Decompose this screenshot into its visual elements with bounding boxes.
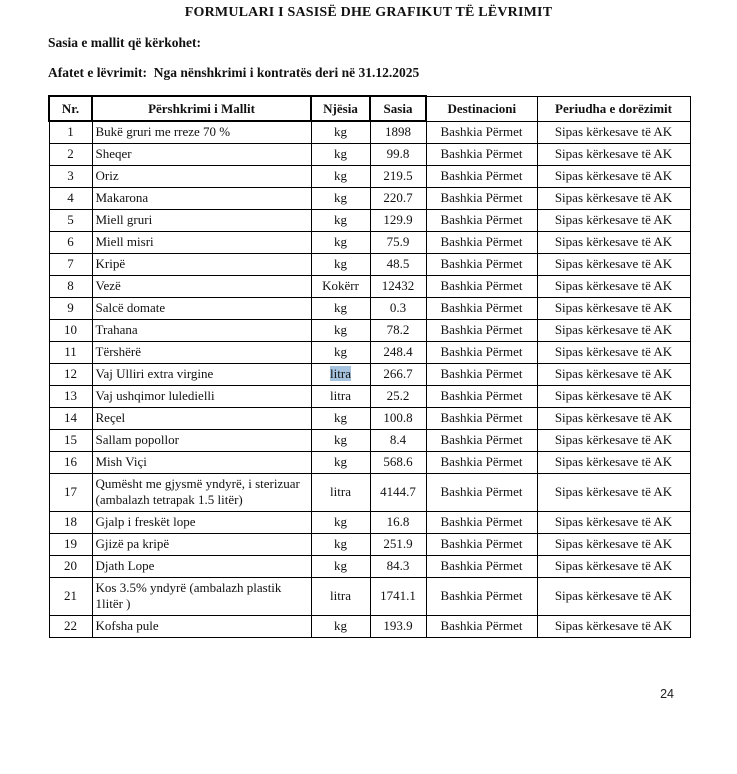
item-quantity-cell: 1741.1 [370, 577, 426, 615]
item-quantity-cell: 8.4 [370, 429, 426, 451]
item-description-cell: Oriz [92, 165, 311, 187]
table-row [49, 533, 690, 555]
table-row [49, 209, 690, 231]
item-destination-cell: Bashkia Përmet [426, 473, 537, 511]
item-unit-cell: kg [311, 209, 370, 231]
item-delivery-period-cell: Sipas kërkesave të AK [537, 577, 690, 615]
item-description-cell: Qumësht me gjysmë yndyrë, i sterizuar (ambalazh tetrapak 1.5 litër) [92, 473, 311, 511]
item-description-cell: Kripë [92, 253, 311, 275]
item-destination-cell: Bashkia Përmet [426, 275, 537, 297]
item-quantity-cell: 16.8 [370, 511, 426, 533]
row-number-cell: 20 [49, 555, 92, 577]
item-destination-cell: Bashkia Përmet [426, 121, 537, 143]
item-description-cell: Sallam popollor [92, 429, 311, 451]
item-delivery-period-cell: Sipas kërkesave të AK [537, 615, 690, 637]
item-delivery-period-cell: Sipas kërkesave të AK [537, 297, 690, 319]
item-quantity-cell: 100.8 [370, 407, 426, 429]
table-row [49, 165, 690, 187]
row-number-cell: 15 [49, 429, 92, 451]
table-row [49, 451, 690, 473]
item-quantity-cell: 48.5 [370, 253, 426, 275]
delivery-terms-line: Afatet e lëvrimit: Nga nënshkrimi i kontratës deri në 31.12.2025 [48, 65, 420, 80]
table-row [49, 341, 690, 363]
item-destination-cell: Bashkia Përmet [426, 533, 537, 555]
item-destination-cell: Bashkia Përmet [426, 451, 537, 473]
item-description-cell: Vaj Ulliri extra virgine [92, 363, 311, 385]
row-number-cell: 17 [49, 473, 92, 511]
row-number-cell: 12 [49, 363, 92, 385]
item-destination-cell: Bashkia Përmet [426, 231, 537, 253]
item-delivery-period-cell: Sipas kërkesave të AK [537, 511, 690, 533]
table-row [49, 407, 690, 429]
item-quantity-cell: 0.3 [370, 297, 426, 319]
item-unit-cell: kg [311, 451, 370, 473]
item-unit-cell: litra [311, 577, 370, 615]
item-delivery-period-cell: Sipas kërkesave të AK [537, 555, 690, 577]
item-delivery-period-cell: Sipas kërkesave të AK [537, 231, 690, 253]
item-unit-cell: kg [311, 533, 370, 555]
item-destination-cell: Bashkia Përmet [426, 429, 537, 451]
item-quantity-cell: 568.6 [370, 451, 426, 473]
item-destination-cell: Bashkia Përmet [426, 187, 537, 209]
item-destination-cell: Bashkia Përmet [426, 143, 537, 165]
row-number-cell: 22 [49, 615, 92, 637]
item-delivery-period-cell: Sipas kërkesave të AK [537, 407, 690, 429]
item-quantity-cell: 248.4 [370, 341, 426, 363]
item-description-cell: Kos 3.5% yndyrë (ambalazh plastik 1litër ) [92, 577, 311, 615]
item-quantity-cell: 251.9 [370, 533, 426, 555]
row-number-cell: 7 [49, 253, 92, 275]
header-destination: Destinacioni [426, 96, 537, 121]
table-row [49, 231, 690, 253]
item-description-cell: Mish Viçi [92, 451, 311, 473]
item-quantity-cell: 220.7 [370, 187, 426, 209]
item-unit-cell: kg [311, 341, 370, 363]
row-number-cell: 5 [49, 209, 92, 231]
item-destination-cell: Bashkia Përmet [426, 363, 537, 385]
item-unit-cell [311, 363, 370, 385]
item-delivery-period-cell: Sipas kërkesave të AK [537, 187, 690, 209]
item-unit-cell: kg [311, 231, 370, 253]
goods-quantity-table [48, 95, 691, 638]
item-destination-cell: Bashkia Përmet [426, 319, 537, 341]
item-destination-cell: Bashkia Përmet [426, 615, 537, 637]
item-destination-cell: Bashkia Përmet [426, 385, 537, 407]
item-delivery-period-cell: Sipas kërkesave të AK [537, 341, 690, 363]
item-description-cell: Kofsha pule [92, 615, 311, 637]
page-title: FORMULARI I SASISË DHE GRAFIKUT TË LËVRIMIT [184, 5, 553, 20]
item-delivery-period-cell: Sipas kërkesave të AK [537, 363, 690, 385]
item-delivery-period-cell: Sipas kërkesave të AK [537, 451, 690, 473]
row-number-cell: 9 [49, 297, 92, 319]
item-description-cell: Tërshërë [92, 341, 311, 363]
row-number-cell: 1 [49, 121, 92, 143]
row-number-cell: 10 [49, 319, 92, 341]
item-description-cell: Bukë gruri me rreze 70 % [92, 121, 311, 143]
item-delivery-period-cell: Sipas kërkesave të AK [537, 429, 690, 451]
table-row [49, 143, 690, 165]
table-row [49, 473, 690, 511]
item-description-cell: Djath Lope [92, 555, 311, 577]
row-number-cell: 14 [49, 407, 92, 429]
subtitle-quantity-requested: Sasia e mallit që kërkohet: [48, 35, 201, 50]
item-description-cell: Vaj ushqimor luledielli [92, 385, 311, 407]
item-delivery-period-cell: Sipas kërkesave të AK [537, 253, 690, 275]
table-row [49, 275, 690, 297]
item-quantity-cell: 219.5 [370, 165, 426, 187]
item-description-cell: Gjalp i freskët lope [92, 511, 311, 533]
table-row [49, 615, 690, 637]
item-delivery-period-cell: Sipas kërkesave të AK [537, 143, 690, 165]
item-quantity-cell: 75.9 [370, 231, 426, 253]
item-delivery-period-cell: Sipas kërkesave të AK [537, 473, 690, 511]
item-description-cell: Reçel [92, 407, 311, 429]
table-row [49, 363, 690, 385]
row-number-cell: 3 [49, 165, 92, 187]
row-number-cell: 2 [49, 143, 92, 165]
row-number-cell: 11 [49, 341, 92, 363]
item-quantity-cell: 84.3 [370, 555, 426, 577]
item-unit-cell: litra [311, 473, 370, 511]
item-unit-cell: kg [311, 319, 370, 341]
row-number-cell: 19 [49, 533, 92, 555]
table-row [49, 319, 690, 341]
item-unit-cell: kg [311, 555, 370, 577]
item-description-cell: Trahana [92, 319, 311, 341]
header-description: Përshkrimi i Mallit [92, 96, 311, 121]
item-unit-cell: kg [311, 165, 370, 187]
item-quantity-cell: 193.9 [370, 615, 426, 637]
row-number-cell: 4 [49, 187, 92, 209]
item-destination-cell: Bashkia Përmet [426, 577, 537, 615]
item-quantity-cell: 12432 [370, 275, 426, 297]
item-destination-cell: Bashkia Përmet [426, 511, 537, 533]
table-header-row [49, 96, 690, 121]
item-quantity-cell: 78.2 [370, 319, 426, 341]
header-unit: Njësia [311, 96, 370, 121]
item-destination-cell: Bashkia Përmet [426, 297, 537, 319]
item-description-cell: Salcë domate [92, 297, 311, 319]
table-row [49, 187, 690, 209]
item-quantity-cell: 266.7 [370, 363, 426, 385]
item-quantity-cell: 25.2 [370, 385, 426, 407]
item-delivery-period-cell: Sipas kërkesave të AK [537, 209, 690, 231]
item-delivery-period-cell: Sipas kërkesave të AK [537, 533, 690, 555]
item-description-cell: Miell misri [92, 231, 311, 253]
item-description-cell: Vezë [92, 275, 311, 297]
header-nr: Nr. [49, 96, 92, 121]
item-description-cell: Sheqer [92, 143, 311, 165]
row-number-cell: 16 [49, 451, 92, 473]
item-delivery-period-cell: Sipas kërkesave të AK [537, 275, 690, 297]
header-quantity: Sasia [370, 96, 426, 121]
header-delivery-period: Periudha e dorëzimit [537, 96, 690, 121]
selected-text-highlight: litra [330, 366, 351, 381]
row-number-cell: 6 [49, 231, 92, 253]
item-delivery-period-cell: Sipas kërkesave të AK [537, 319, 690, 341]
page-number: 24 [660, 687, 674, 701]
table-row [49, 297, 690, 319]
table-row [49, 385, 690, 407]
item-unit-cell: kg [311, 121, 370, 143]
item-unit-cell: Kokërr [311, 275, 370, 297]
row-number-cell: 13 [49, 385, 92, 407]
item-quantity-cell: 99.8 [370, 143, 426, 165]
table-row [49, 429, 690, 451]
item-unit-cell: kg [311, 253, 370, 275]
item-destination-cell: Bashkia Përmet [426, 341, 537, 363]
row-number-cell: 8 [49, 275, 92, 297]
item-quantity-cell: 4144.7 [370, 473, 426, 511]
item-unit-cell: kg [311, 511, 370, 533]
item-description-cell: Gjizë pa kripë [92, 533, 311, 555]
table-row [49, 121, 690, 143]
item-unit-cell: kg [311, 187, 370, 209]
item-destination-cell: Bashkia Përmet [426, 253, 537, 275]
item-unit-cell: kg [311, 297, 370, 319]
item-unit-cell: kg [311, 407, 370, 429]
item-unit-cell: litra [311, 385, 370, 407]
table-row [49, 555, 690, 577]
table-row [49, 511, 690, 533]
item-unit-cell: kg [311, 143, 370, 165]
row-number-cell: 18 [49, 511, 92, 533]
item-destination-cell: Bashkia Përmet [426, 165, 537, 187]
item-delivery-period-cell: Sipas kërkesave të AK [537, 121, 690, 143]
item-unit-cell: kg [311, 615, 370, 637]
item-delivery-period-cell: Sipas kërkesave të AK [537, 385, 690, 407]
item-unit-cell: kg [311, 429, 370, 451]
table-row [49, 577, 690, 615]
item-destination-cell: Bashkia Përmet [426, 407, 537, 429]
row-number-cell: 21 [49, 577, 92, 615]
item-description-cell: Makarona [92, 187, 311, 209]
item-destination-cell: Bashkia Përmet [426, 209, 537, 231]
item-destination-cell: Bashkia Përmet [426, 555, 537, 577]
item-quantity-cell: 1898 [370, 121, 426, 143]
item-quantity-cell: 129.9 [370, 209, 426, 231]
item-description-cell: Miell gruri [92, 209, 311, 231]
item-delivery-period-cell: Sipas kërkesave të AK [537, 165, 690, 187]
table-row [49, 253, 690, 275]
